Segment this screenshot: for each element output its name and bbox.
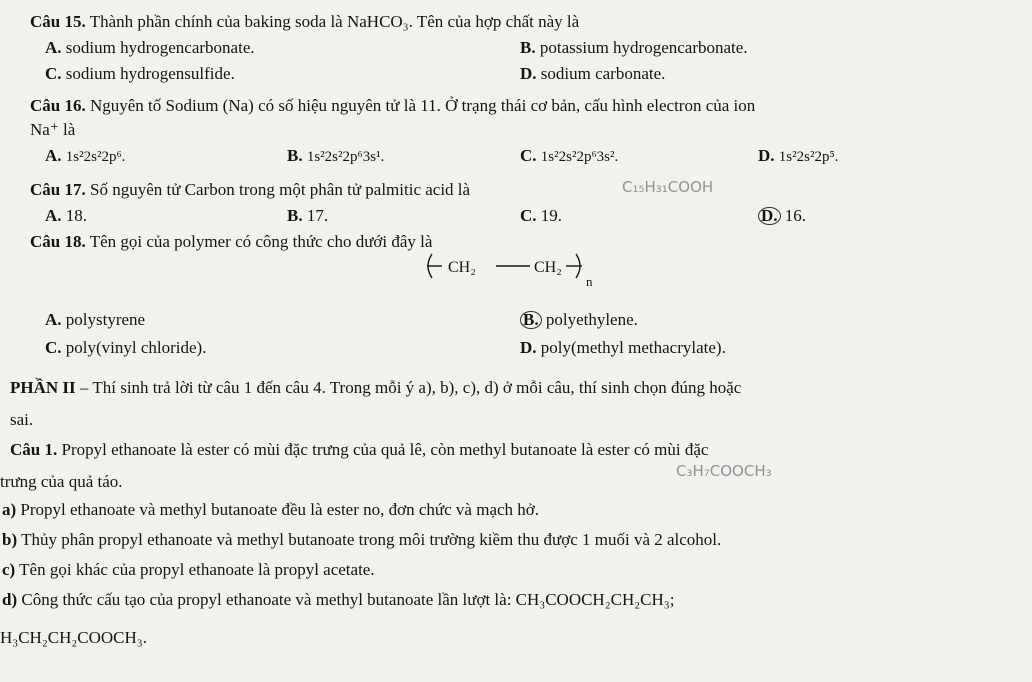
q16-option-c: C. 1s²2s²2p⁶3s². [520,146,619,165]
q18-option-b: B. polyethylene. [520,310,638,330]
q17-option-b: B. 17. [287,206,329,225]
q16-stem [30,96,755,116]
c1-item-c: c) Tên gọi khác của propyl ethanoate là propyl acetate. [2,560,375,579]
q16-label: Câu 16. [30,96,86,115]
q17-handwriting: C₁₅H₃₁COOH [622,178,714,196]
c1-text: Propyl ethanoate là ester có mùi đặc trưng của quả lê, còn methyl butanoate là ester có mùi đặc [61,440,709,459]
q18-text: Tên gọi của polymer có công thức cho dưới đây là [89,232,433,251]
c1-stem [10,440,708,460]
q18-circled-answer: B. [520,311,542,329]
q16-option-b: B. 1s²2s²2p⁶3s¹. [287,146,385,165]
polymer-formula [420,228,650,298]
formula-ch2-right: CH₂ [534,259,562,276]
q16-stem-cont: Na⁺ là [30,120,76,139]
q16-text: Nguyên tố Sodium (Na) có số hiệu nguyên tử là 11. Ở trạng thái cơ bản, cấu hình electron của ion [89,96,756,115]
q18-option-c: C. poly(vinyl chloride). [45,338,207,357]
q17-stem [30,180,470,200]
part2-heading [10,378,741,398]
c1-label: Câu 1. [10,440,58,459]
q15-text: Thành phần chính của baking soda là NaHCO₃. Tên của hợp chất này là [89,12,580,31]
part2-instructions-cont: sai. [10,410,34,429]
q16-option-a: A. 1s²2s²2p⁶. [45,146,126,165]
c1-stem-cont: trưng của quả táo. [0,472,123,491]
c1-item-a: a) Propyl ethanoate và methyl butanoate đều là ester no, đơn chức và mạch hở. [2,500,540,519]
q17-text: Số nguyên tử Carbon trong một phân tử palmitic acid là [89,180,471,199]
c1-item-b: b) Thủy phân propyl ethanoate và methyl butanoate trong môi trường kiềm thu được 1 muối và 2 alcohol. [2,530,722,549]
formula-ch2-left: CH₂ [448,259,476,276]
part2-instructions: – Thí sinh trả lời từ câu 1 đến câu 4. Trong mỗi ý a), b), c), d) ở mỗi câu, thí sinh chọn đúng hoặc [75,378,742,397]
q15-stem [30,12,579,32]
q15-option-b: B. potassium hydrogencarbonate. [520,38,748,57]
q16-option-d: D. 1s²2s²2p⁵. [758,146,839,165]
q15-option-c: C. sodium hydrogensulfide. [45,64,235,83]
q18-option-d: D. poly(methyl methacrylate). [520,338,726,357]
q18-label: Câu 18. [30,232,86,251]
q17-option-d: D. 16. [758,206,806,226]
formula-subscript-n: n [586,274,593,289]
q17-option-a: A. 18. [45,206,88,225]
q15-label: Câu 15. [30,12,86,31]
q15-option-a: A. sodium hydrogencarbonate. [45,38,255,57]
q18-option-a: A. polystyrene [45,310,146,329]
c1-item-d: d) Công thức cấu tạo của propyl ethanoate và methyl butanoate lần lượt là: CH₃COOCH₂CH₂CH₃; [2,590,675,609]
q15-option-d: D. sodium carbonate. [520,64,666,83]
part2-title: PHẦN II [10,378,76,397]
c1-handwriting: C₃H₇COOCH₃ [676,462,772,480]
q17-option-c: C. 19. [520,206,563,225]
q17-circled-answer: D. [758,207,781,225]
c1-item-d-cont: H₃CH₂CH₂COOCH₃. [0,628,147,647]
q17-label: Câu 17. [30,180,86,199]
q18-stem [30,232,432,252]
